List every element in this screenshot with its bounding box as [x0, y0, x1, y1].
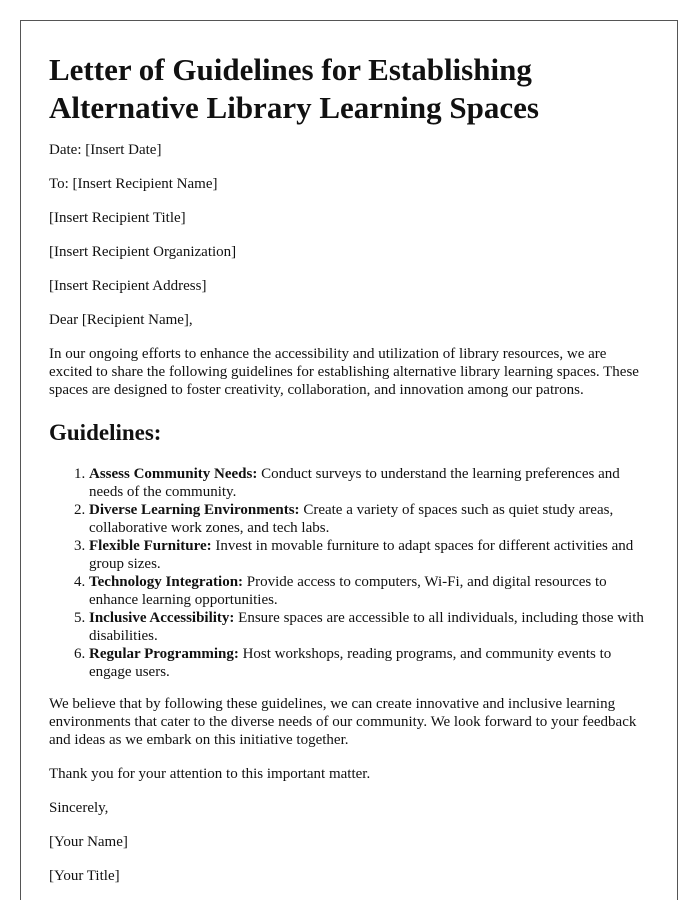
- guideline-item: [89, 609, 649, 645]
- intro-paragraph: In our ongoing efforts to enhance the accessibility and utilization of library resources, we are excited to share the following guidelines for establishing alternative library learning spaces. These spaces are designed to foster creativity, collaboration, and innovation among our patrons.: [49, 346, 639, 398]
- guidelines-list: [49, 465, 649, 681]
- guideline-text: Create a variety of spaces such as quiet study areas, collaborative work zones, and tech labs.: [89, 502, 614, 536]
- recipient-name-line: To: [Insert Recipient Name]: [49, 176, 218, 192]
- guidelines-heading: Guidelines:: [49, 420, 162, 445]
- recipient-address-line: [Insert Recipient Address]: [49, 278, 207, 294]
- guideline-item: [89, 573, 649, 609]
- salutation: Dear [Recipient Name],: [49, 312, 193, 328]
- guideline-item: [89, 465, 649, 501]
- signer-title: [Your Title]: [49, 868, 120, 884]
- guideline-text: Ensure spaces are accessible to all individuals, including those with disabilities.: [89, 610, 644, 644]
- guideline-term: Diverse Learning Environments:: [89, 502, 300, 518]
- closing-paragraph: We believe that by following these guidelines, we can create innovative and inclusive learning environments that cater to the diverse needs of our community. We look forward to your feedback and ideas as we embark on this initiative together.: [49, 696, 637, 748]
- guideline-item: [89, 537, 649, 573]
- guideline-text: Invest in movable furniture to adapt spaces for different activities and group sizes.: [89, 538, 634, 572]
- thanks-line: Thank you for your attention to this important matter.: [49, 766, 371, 782]
- guideline-term: Regular Programming:: [89, 646, 239, 662]
- sign-off: Sincerely,: [49, 800, 109, 816]
- letter-page: [20, 20, 678, 900]
- guideline-text: Conduct surveys to understand the learning preferences and needs of the community.: [89, 466, 620, 500]
- guideline-term: Inclusive Accessibility:: [89, 610, 235, 626]
- recipient-title-line: [Insert Recipient Title]: [49, 210, 186, 226]
- guideline-text: Provide access to computers, Wi-Fi, and digital resources to enhance learning opportunities.: [89, 574, 607, 608]
- date-line: Date: [Insert Date]: [49, 142, 162, 158]
- guideline-term: Flexible Furniture:: [89, 538, 212, 554]
- guideline-text: Host workshops, reading programs, and community events to engage users.: [89, 646, 612, 680]
- guideline-item: [89, 645, 649, 681]
- guideline-item: [89, 501, 649, 537]
- signer-name: [Your Name]: [49, 834, 128, 850]
- guideline-term: Assess Community Needs:: [89, 466, 258, 482]
- recipient-organization-line: [Insert Recipient Organization]: [49, 244, 237, 260]
- letter-title: Letter of Guidelines for Establishing Alternative Library Learning Spaces: [49, 52, 539, 125]
- guideline-term: Technology Integration:: [89, 574, 244, 590]
